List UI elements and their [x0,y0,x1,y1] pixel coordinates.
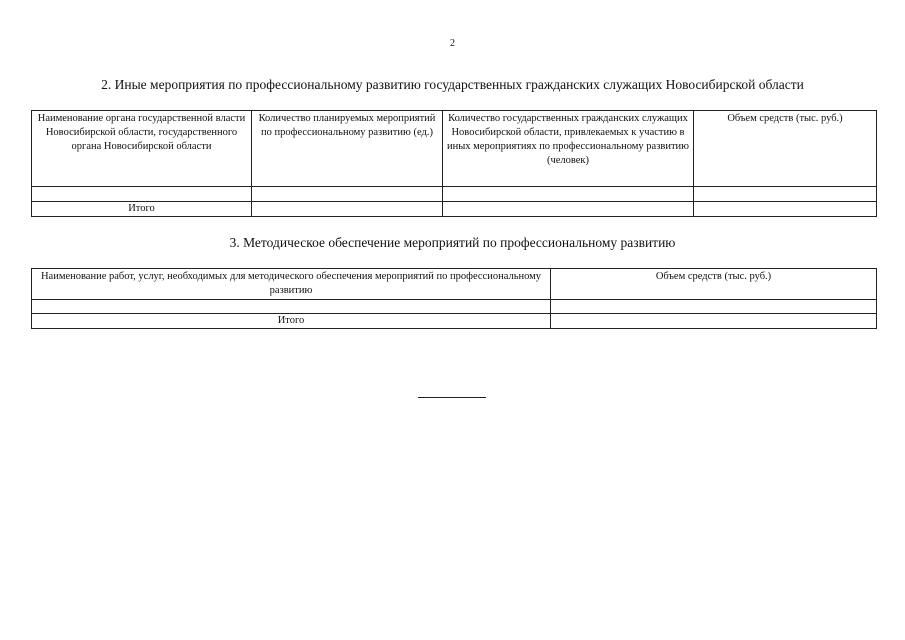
table-cell [551,300,877,314]
column-header-works-name: Наименование работ, услуг, необходимых для методического обеспечения мероприятий по профессиональному развитию [32,269,551,300]
column-header-authority-name: Наименование органа государственной власти Новосибирской области, государственного органа Новосибирской области [32,111,252,187]
column-header-planned-events-count: Количество планируемых мероприятий по профессиональному развитию (ед.) [252,111,443,187]
table-cell [694,202,877,217]
section-3-title: 3. Методическое обеспечение мероприятий по профессиональному развитию [229,235,676,250]
table-cell [32,300,551,314]
table-cell [32,187,252,202]
document-end-line [418,397,486,398]
table-cell [443,187,694,202]
table-cell [551,314,877,329]
column-header-participants-count: Количество государственных гражданских служащих Новосибирской области, привлекаемых к участию в иных мероприятиях по профессиональному развитию (человек) [443,111,694,187]
other-events-table [31,110,877,217]
table-row [32,300,877,314]
total-row [32,314,877,329]
table-cell [252,202,443,217]
table-header-row [32,111,877,187]
methodical-support-table [31,268,877,329]
table-header-row [32,269,877,300]
page-number: 2 [450,38,455,49]
section-2-title: 2. Иные мероприятия по профессиональному развитию государственных гражданских служащих Новосибирской области [101,77,804,92]
total-label: Итого [32,314,551,329]
total-row [32,202,877,217]
column-header-funding-amount: Объем средств (тыс. руб.) [551,269,877,300]
table-cell [443,202,694,217]
column-header-funding-amount: Объем средств (тыс. руб.) [694,111,877,187]
total-label: Итого [32,202,252,217]
table-cell [694,187,877,202]
table-cell [252,187,443,202]
table-row [32,187,877,202]
